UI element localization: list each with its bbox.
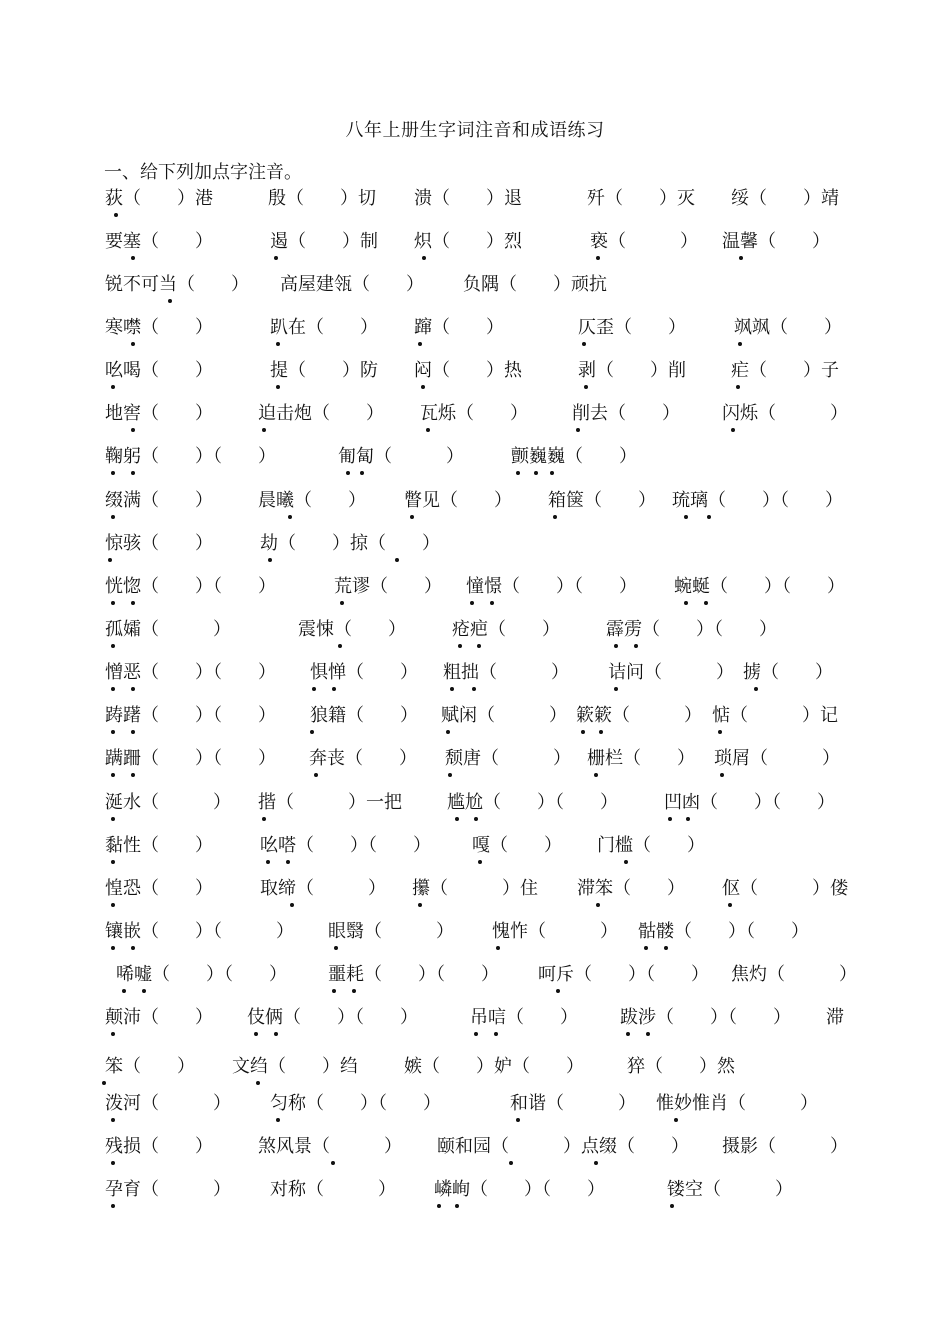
exercise-row (0, 660, 950, 688)
emphasis-dot (556, 989, 560, 993)
emphasis-dot (494, 1032, 498, 1036)
exercise-row (0, 401, 950, 429)
emphasis-dot (168, 299, 172, 303)
emphasis-dot (111, 817, 115, 821)
exercise-item: 仄歪（ ） (578, 317, 686, 338)
emphasis-dot (477, 644, 481, 648)
emphasis-dot (312, 687, 316, 691)
exercise-row (0, 574, 950, 602)
exercise-item: 缀满（ ） (105, 490, 213, 511)
emphasis-dot (728, 903, 732, 907)
exercise-item: 猝（ ）然 (627, 1056, 735, 1077)
exercise-item: 噩耗（ ）（ ） (328, 964, 499, 985)
exercise-item: 孕育（ ） (105, 1179, 231, 1200)
page-title: 八年上册生字词注音和成语练习 (345, 120, 605, 141)
emphasis-dot (131, 773, 135, 777)
emphasis-dot (674, 1118, 678, 1122)
emphasis-dot (395, 558, 399, 562)
exercise-item: 颐和园（ ）点缀（ ） (437, 1136, 689, 1157)
emphasis-dot (131, 601, 135, 605)
exercise-item: 鞠躬（ ）（ ） (105, 446, 276, 467)
exercise-item: 滞 (826, 1007, 844, 1028)
emphasis-dot (594, 1161, 598, 1165)
emphasis-dot (739, 256, 743, 260)
exercise-item: 飒飒（ ） (734, 317, 842, 338)
exercise-item: 惟妙惟肖（ ） (656, 1093, 818, 1114)
exercise-item: 滞笨（ ） (577, 878, 685, 899)
emphasis-dot (111, 730, 115, 734)
exercise-item: 削去（ ） (572, 403, 680, 424)
exercise-item: 闷（ ）热 (414, 360, 522, 381)
exercise-item: 眼翳（ ） (328, 921, 454, 942)
emphasis-dot (122, 989, 126, 993)
emphasis-dot (108, 558, 112, 562)
exercise-item: 荒谬（ ） (334, 576, 442, 597)
emphasis-dot (410, 515, 414, 519)
emphasis-dot (131, 946, 135, 950)
exercise-item: 疮疤（ ） (452, 619, 560, 640)
exercise-item: 凹凼（ ）（ ） (664, 792, 835, 813)
exercise-item: 锐不可当（ ） (105, 274, 249, 295)
emphasis-dot (584, 385, 588, 389)
emphasis-dot (646, 1032, 650, 1036)
emphasis-dot (352, 989, 356, 993)
exercise-item: 赋闲（ ） (441, 705, 567, 726)
emphasis-dot (111, 860, 115, 864)
emphasis-dot (111, 946, 115, 950)
exercise-row (0, 358, 950, 386)
emphasis-dot (332, 687, 336, 691)
exercise-item: 吊唁（ ） (470, 1007, 578, 1028)
exercise-item: 黏性（ ） (105, 835, 213, 856)
emphasis-dot (550, 471, 554, 475)
exercise-item: 寒噤（ ） (105, 317, 213, 338)
emphasis-dot (686, 817, 690, 821)
emphasis-dot (534, 471, 538, 475)
exercise-row (0, 962, 950, 990)
emphasis-dot (131, 342, 135, 346)
exercise-item: 伎俩（ ）（ ） (247, 1007, 418, 1028)
exercise-item: 踌躇（ ）（ ） (105, 705, 276, 726)
emphasis-dot (594, 773, 598, 777)
emphasis-dot (331, 1161, 335, 1165)
exercise-row (0, 790, 950, 818)
exercise-item: 泼河（ ） (105, 1093, 231, 1114)
emphasis-dot (111, 903, 115, 907)
exercise-item: 绥（ ）靖 (731, 188, 839, 209)
exercise-item: 颓唐（ ） (445, 748, 571, 769)
exercise-item: 门槛（ ） (597, 835, 705, 856)
exercise-item: 取缔（ ） (260, 878, 386, 899)
emphasis-dot (290, 903, 294, 907)
emphasis-dot (596, 903, 600, 907)
emphasis-dot (478, 860, 482, 864)
exercise-item: 对称（ ） (270, 1179, 396, 1200)
emphasis-dot (437, 1204, 441, 1208)
emphasis-dot (254, 1032, 258, 1036)
exercise-item: 匍匐（ ） (338, 446, 464, 467)
emphasis-dot (421, 385, 425, 389)
exercise-item: 涎水（ ） (105, 792, 231, 813)
emphasis-dot (131, 687, 135, 691)
emphasis-dot (634, 644, 638, 648)
emphasis-dot (670, 1204, 674, 1208)
exercise-item: 震悚（ ） (298, 619, 406, 640)
emphasis-dot (274, 256, 278, 260)
emphasis-dot (111, 1118, 115, 1122)
emphasis-dot (736, 385, 740, 389)
section-heading: 一、给下列加点字注音。 (104, 162, 302, 183)
emphasis-dot (111, 385, 115, 389)
emphasis-dot (718, 730, 722, 734)
exercise-item: 残损（ ） (105, 1136, 213, 1157)
emphasis-dot (426, 428, 430, 432)
emphasis-dot (111, 687, 115, 691)
emphasis-dot (516, 471, 520, 475)
emphasis-dot (131, 256, 135, 260)
emphasis-dot (131, 730, 135, 734)
exercise-item: 愧怍（ ） (492, 921, 618, 942)
exercise-row (0, 1177, 950, 1205)
emphasis-dot (458, 644, 462, 648)
emphasis-dot (470, 601, 474, 605)
exercise-item: 箱箧（ ） (548, 490, 656, 511)
exercise-item: 跋涉（ ）（ ） (620, 1007, 791, 1028)
exercise-item: 霹雳（ ）（ ） (606, 619, 777, 640)
exercise-item: 瓦烁（ ） (420, 403, 528, 424)
emphasis-dot (111, 601, 115, 605)
emphasis-dot (314, 773, 318, 777)
emphasis-dot (754, 687, 758, 691)
exercise-item: 瞥见（ ） (404, 490, 512, 511)
exercise-item: 掳（ ） (743, 662, 833, 683)
emphasis-dot (288, 515, 292, 519)
exercise-item: 惧惮（ ） (310, 662, 418, 683)
exercise-item: 吆喝（ ） (105, 360, 213, 381)
exercise-row (0, 229, 950, 257)
exercise-item: 焦灼（ ） (731, 964, 857, 985)
exercise-row (0, 272, 950, 300)
emphasis-dot (346, 471, 350, 475)
exercise-item: 文绉（ ）绉 (232, 1056, 358, 1077)
exercise-item: 殷（ ）切 (268, 188, 376, 209)
exercise-item: 憧憬（ ）（ ） (466, 576, 637, 597)
exercise-item: 地窖（ ） (105, 403, 213, 424)
emphasis-dot (276, 1118, 280, 1122)
emphasis-dot (576, 428, 580, 432)
emphasis-dot (111, 1161, 115, 1165)
exercise-row (0, 1054, 950, 1082)
emphasis-dot (111, 644, 115, 648)
exercise-item: 簌簌（ ） (576, 705, 702, 726)
emphasis-dot (614, 644, 618, 648)
emphasis-dot (418, 342, 422, 346)
emphasis-dot (262, 817, 266, 821)
emphasis-dot (102, 1081, 106, 1085)
exercise-item: 骷髅（ ）（ ） (638, 921, 809, 942)
exercise-item: 匀称（ ）（ ） (270, 1093, 441, 1114)
exercise-item: 嫉（ ）妒（ ） (404, 1056, 584, 1077)
exercise-item: 诘问（ ） (608, 662, 734, 683)
exercise-item: 攥（ ）住 (412, 878, 538, 899)
emphasis-dot (684, 515, 688, 519)
exercise-item: 揩（ ）一把 (258, 792, 402, 813)
emphasis-dot (684, 601, 688, 605)
emphasis-dot (274, 1032, 278, 1036)
emphasis-dot (707, 515, 711, 519)
exercise-item: 颤巍巍（ ） (511, 446, 637, 467)
emphasis-dot (516, 1118, 520, 1122)
emphasis-dot (111, 471, 115, 475)
exercise-item: 炽（ ）烈 (414, 231, 522, 252)
emphasis-dot (448, 773, 452, 777)
emphasis-dot (455, 817, 459, 821)
exercise-item: 荻（ ）港 (105, 188, 213, 209)
emphasis-dot (450, 687, 454, 691)
exercise-item: 嘎（ ） (472, 835, 562, 856)
emphasis-dot (614, 687, 618, 691)
emphasis-dot (553, 515, 557, 519)
exercise-item: 溃（ ）退 (414, 188, 522, 209)
exercise-item: 伛（ ）偻 (722, 878, 848, 899)
emphasis-dot (509, 1161, 513, 1165)
exercise-item: 负隅（ ）顽抗 (463, 274, 607, 295)
exercise-item: 剥（ ）削 (578, 360, 686, 381)
emphasis-dot (360, 471, 364, 475)
emphasis-dot (111, 773, 115, 777)
exercise-item: 唏嘘（ ）（ ） (116, 964, 287, 985)
exercise-row (0, 531, 950, 559)
exercise-item: 高屋建瓴（ ） (280, 274, 424, 295)
exercise-item: 蹒跚（ ）（ ） (105, 748, 276, 769)
emphasis-dot (738, 342, 742, 346)
emphasis-dot (664, 946, 668, 950)
exercise-item: 迫击炮（ ） (258, 403, 384, 424)
emphasis-dot (262, 428, 266, 432)
exercise-item: 蹿（ ） (414, 317, 504, 338)
emphasis-dot (111, 1032, 115, 1036)
emphasis-dot (266, 860, 270, 864)
exercise-item: 憎恶（ ）（ ） (105, 662, 276, 683)
exercise-item: 孤孀（ ） (105, 619, 231, 640)
exercise-item: 歼（ ）灭 (587, 188, 695, 209)
emphasis-dot (114, 213, 118, 217)
emphasis-dot (731, 428, 735, 432)
exercise-item: 晨曦（ ） (258, 490, 366, 511)
exercise-item: 尴尬（ ）（ ） (447, 792, 618, 813)
emphasis-dot (644, 946, 648, 950)
exercise-row (0, 703, 950, 731)
emphasis-dot (624, 860, 628, 864)
exercise-row (0, 1134, 950, 1162)
exercise-row (0, 315, 950, 343)
emphasis-dot (310, 730, 314, 734)
emphasis-dot (334, 946, 338, 950)
emphasis-dot (131, 471, 135, 475)
exercise-row (0, 876, 950, 904)
emphasis-dot (496, 946, 500, 950)
exercise-item: 提（ ）防 (270, 360, 378, 381)
exercise-item: 疟（ ）子 (731, 360, 839, 381)
emphasis-dot (704, 601, 708, 605)
emphasis-dot (581, 730, 585, 734)
exercise-item: 趴在（ ） (270, 317, 378, 338)
emphasis-dot (286, 860, 290, 864)
exercise-item: 狼籍（ ） (310, 705, 418, 726)
exercise-item: 嶙峋（ ）（ ） (434, 1179, 605, 1200)
exercise-row (0, 833, 950, 861)
exercise-item: 摄影（ ） (722, 1136, 848, 1157)
emphasis-dot (446, 730, 450, 734)
emphasis-dot (276, 342, 280, 346)
exercise-row (0, 488, 950, 516)
exercise-item: 煞风景（ ） (258, 1136, 402, 1157)
emphasis-dot (720, 773, 724, 777)
exercise-row (0, 746, 950, 774)
exercise-item: 颠沛（ ） (105, 1007, 213, 1028)
exercise-item: 要塞（ ） (105, 231, 213, 252)
emphasis-dot (256, 1081, 260, 1085)
exercise-item: 吆嗒（ ）（ ） (260, 835, 431, 856)
emphasis-dot (418, 903, 422, 907)
exercise-item: 亵（ ） (590, 231, 698, 252)
emphasis-dot (268, 558, 272, 562)
emphasis-dot (599, 730, 603, 734)
exercise-item: 惊骇（ ） (105, 533, 213, 554)
exercise-item: 遏（ ）制 (270, 231, 378, 252)
exercise-item: 呵斥（ ）（ ） (538, 964, 709, 985)
exercise-row (0, 186, 950, 214)
exercise-item: 闪烁（ ） (722, 403, 848, 424)
exercise-item: 琉璃（ ）（ ） (672, 490, 843, 511)
emphasis-dot (474, 817, 478, 821)
emphasis-dot (340, 601, 344, 605)
emphasis-dot (422, 256, 426, 260)
exercise-row (0, 1091, 950, 1119)
exercise-item: 惦（ ）记 (712, 705, 838, 726)
emphasis-dot (490, 601, 494, 605)
emphasis-dot (596, 256, 600, 260)
emphasis-dot (131, 428, 135, 432)
exercise-item: 镶嵌（ ）（ ） (105, 921, 294, 942)
exercise-row (0, 444, 950, 472)
exercise-item: 温馨（ ） (722, 231, 830, 252)
exercise-row (0, 919, 950, 947)
emphasis-dot (455, 1204, 459, 1208)
exercise-item: 镂空（ ） (667, 1179, 793, 1200)
emphasis-dot (626, 1032, 630, 1036)
emphasis-dot (276, 385, 280, 389)
emphasis-dot (111, 1204, 115, 1208)
exercise-item: 琐屑（ ） (714, 748, 840, 769)
emphasis-dot (668, 817, 672, 821)
emphasis-dot (474, 1032, 478, 1036)
exercise-item: 栅栏（ ） (587, 748, 695, 769)
exercise-item: 恍惚（ ）（ ） (105, 576, 276, 597)
emphasis-dot (111, 515, 115, 519)
emphasis-dot (142, 989, 146, 993)
exercise-item: 蜿蜒（ ）（ ） (674, 576, 845, 597)
emphasis-dot (582, 342, 586, 346)
exercise-item: 笨（ ） (105, 1056, 195, 1077)
exercise-item: 奔丧（ ） (309, 748, 417, 769)
emphasis-dot (338, 644, 342, 648)
exercise-item: 劫（ ）掠（ ） (260, 533, 440, 554)
exercise-row (0, 617, 950, 645)
exercise-item: 惶恐（ ） (105, 878, 213, 899)
exercise-item: 和谐（ ） (510, 1093, 636, 1114)
emphasis-dot (472, 687, 476, 691)
emphasis-dot (332, 989, 336, 993)
exercise-item: 粗拙（ ） (443, 662, 569, 683)
exercise-row (0, 1005, 950, 1033)
